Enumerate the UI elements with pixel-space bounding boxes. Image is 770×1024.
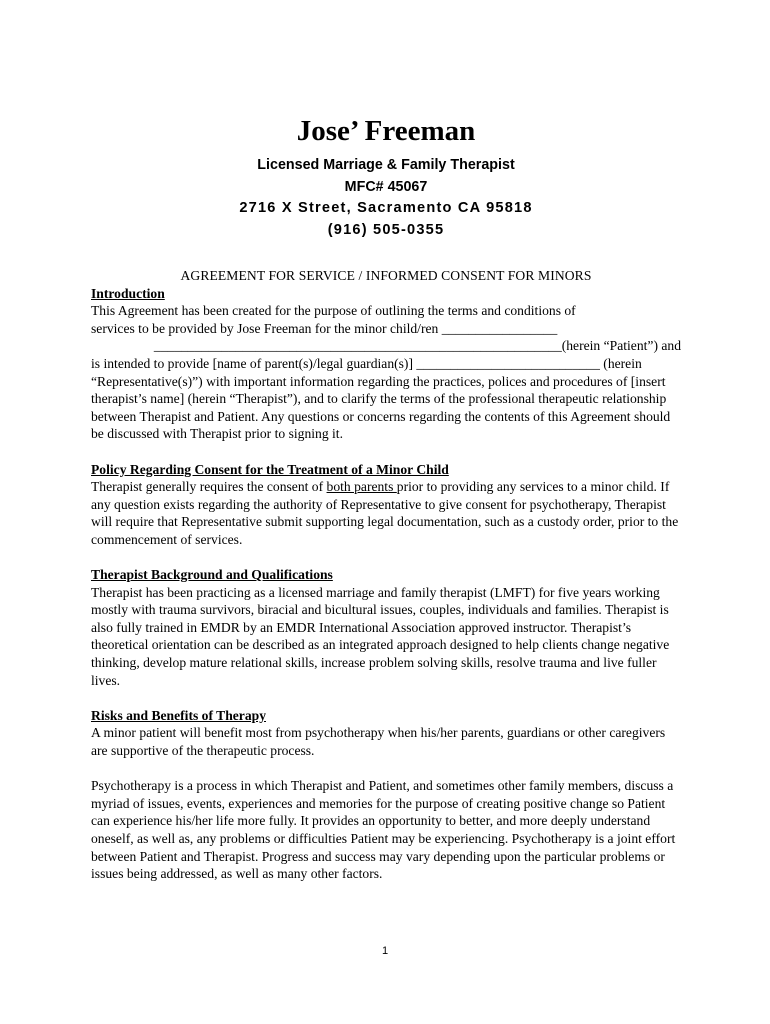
intro-heading: Introduction [91,285,165,301]
background-heading: Therapist Background and Qualifications [91,567,333,583]
agreement-title: AGREEMENT FOR SERVICE / INFORMED CONSENT FOR MINORS [180,268,592,283]
phone-number: (916) 505-0355 [327,221,445,238]
intro-line-3: ____________________________________________________________(herein “Patient”) and [153,338,681,354]
consent-text-after: prior to providing any services to a minor child. If any question exists regarding the authority of Representative to give consent for psychotherapy, Therapist will require that Representative submit supporting legal documentation, such as a custody order, prior to the commencement of services. [91,479,679,547]
address: 2716 X Street, Sacramento CA 95818 [239,200,533,216]
risks-paragraph-2: Psychotherapy is a process in which Therapist and Patient, and sometimes other family members, discuss a myriad of issues, events, experiences and memories for the purpose of creating positive change so Patient can experience his/her life more fully. It provides an opportunity to better, and more deeply understand oneself, as well as, any problems or difficulties Patient may be experiencing. Psychotherapy is a joint effort between Patient and Therapist. Progress and success may vary depending upon the particular problems or issues being addressed, as well as many other factors. [91,778,676,882]
consent-text-underlined: both parents [326,479,397,495]
consent-paragraph [91,478,681,548]
risks-heading: Risks and Benefits of Therapy [91,707,266,723]
intro-line-2: services to be provided by Jose Freeman for the minor child/ren _________________ [91,320,558,336]
therapist-title: Licensed Marriage & Family Therapist [257,157,515,173]
consent-text-before: Therapist generally requires the consent of [91,479,327,495]
background-paragraph: Therapist has been practicing as a licensed marriage and family therapist (LMFT) for five years working mostly with trauma survivors, biracial and bicultural issues, couples, individuals and families. Therapist is also fully trained in EMDR by an EMDR International Association approved instructor. Therapist’s theoretical orientation can be described as an integrated approach designed to help clients change negative thinking, develop mature relational skills, increase problem solving skills, resolve trauma and live fuller lives. [91,584,670,688]
intro-line-1: This Agreement has been created for the purpose of outlining the terms and conditions of [91,303,576,319]
consent-heading: Policy Regarding Consent for the Treatment of a Minor Child [91,461,449,477]
therapist-name: Jose’ Freeman [296,115,476,147]
page-content [91,113,681,883]
risks-paragraph-1: A minor patient will benefit most from psychotherapy when his/her parents, guardians or other caregivers are supportive of the therapeutic process. [91,725,666,759]
license-number: MFC# 45067 [344,178,428,195]
page-number: 1 [381,945,389,957]
intro-paragraph: is intended to provide [name of parent(s)/legal guardian(s)] ___________________________ (herein “Representative(s)”) with important information regarding the practices, polices and procedures of [insert therapist’s name] (herein “Therapist”), and to clarify the terms of the professional therapeutic relationship between Therapist and Patient. Any questions or concerns regarding the contents of this Agreement should be discussed with Therapist prior to signing it. [91,355,671,442]
